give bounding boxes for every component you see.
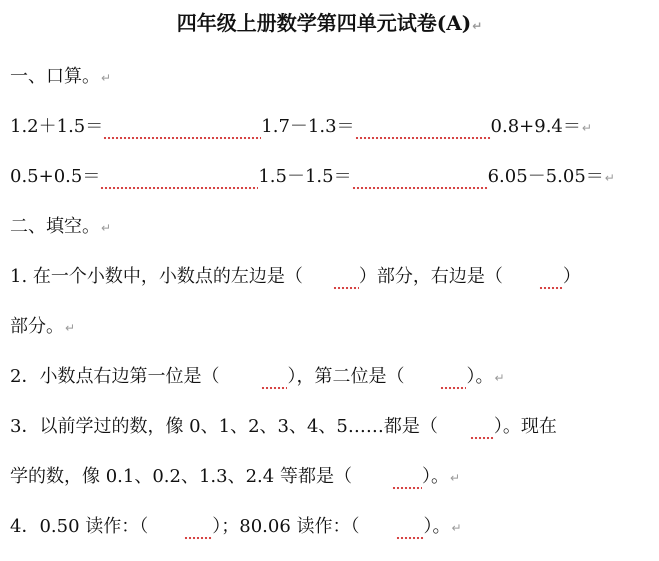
- question-text: ）。: [466, 366, 494, 387]
- question-1-line-2: [10, 316, 75, 339]
- oral-calc-row-1: [10, 116, 592, 139]
- question-3-line-2: [10, 466, 460, 489]
- question-text: ）。: [421, 466, 449, 487]
- calc-item: 0.5+0.5＝: [10, 166, 101, 187]
- answer-blank[interactable]: [360, 516, 424, 538]
- paragraph-mark: ↵: [581, 121, 592, 135]
- answer-blank[interactable]: [438, 416, 494, 438]
- question-text: ）；80.06 读作：（: [212, 516, 360, 537]
- answer-blank[interactable]: [219, 366, 287, 388]
- question-4: [10, 516, 462, 539]
- paragraph-mark: ↵: [451, 521, 462, 535]
- question-text: 部分。: [10, 316, 64, 337]
- answer-blank[interactable]: [355, 116, 491, 138]
- paragraph-mark: ↵: [65, 321, 76, 335]
- oral-calc-row-2: [10, 166, 615, 189]
- answer-blank[interactable]: [148, 516, 212, 538]
- question-text: ），第二位是（: [287, 366, 405, 387]
- paragraph-mark: ↵: [101, 71, 112, 85]
- paragraph-mark: ↵: [101, 221, 112, 235]
- paragraph-mark: ↵: [472, 19, 483, 33]
- calc-item: 1.7－1.3＝: [261, 116, 355, 137]
- answer-blank[interactable]: [352, 166, 488, 188]
- answer-blank[interactable]: [503, 266, 563, 288]
- paragraph-mark: ↵: [494, 371, 505, 385]
- page-title: [0, 12, 659, 37]
- question-text: ）: [562, 266, 581, 287]
- question-3-line-1: [10, 416, 557, 438]
- question-text: 2．小数点右边第一位是（: [10, 366, 220, 387]
- section-1-heading-text: 一、口算。: [10, 66, 100, 87]
- question-text: 1. 在一个小数中，小数点的左边是（: [10, 266, 303, 287]
- question-1-line-1: [10, 266, 581, 288]
- question-text: ）部分，右边是（: [358, 266, 503, 287]
- section-2-heading-text: 二、填空。: [10, 216, 100, 237]
- answer-blank[interactable]: [404, 366, 466, 388]
- section-2-heading: [10, 216, 111, 239]
- title-text: 四年级上册数学第四单元试卷(A): [176, 11, 472, 35]
- answer-blank[interactable]: [100, 166, 258, 188]
- question-text: ）。现在: [493, 416, 557, 437]
- calc-item: 0.8+9.4＝: [490, 116, 581, 137]
- answer-blank[interactable]: [303, 266, 359, 288]
- answer-blank[interactable]: [352, 466, 422, 488]
- calc-item: 6.05－5.05＝: [487, 166, 604, 187]
- paragraph-mark: ↵: [449, 471, 461, 485]
- answer-blank[interactable]: [103, 116, 261, 138]
- question-text: 4．0.50 读作：（: [10, 516, 149, 537]
- section-1-heading: [10, 66, 111, 89]
- question-text: 学的数，像 0.1、0.2、1.3、2.4 等都是（: [10, 466, 352, 487]
- question-text: 3．以前学过的数，像 0、1、2、3、4、5……都是（: [10, 416, 438, 437]
- calc-item: 1.5－1.5＝: [258, 166, 352, 187]
- paragraph-mark: ↵: [604, 171, 615, 185]
- calc-item: 1.2＋1.5＝: [10, 116, 104, 137]
- question-text: ）。: [423, 516, 451, 537]
- question-2: [10, 366, 505, 389]
